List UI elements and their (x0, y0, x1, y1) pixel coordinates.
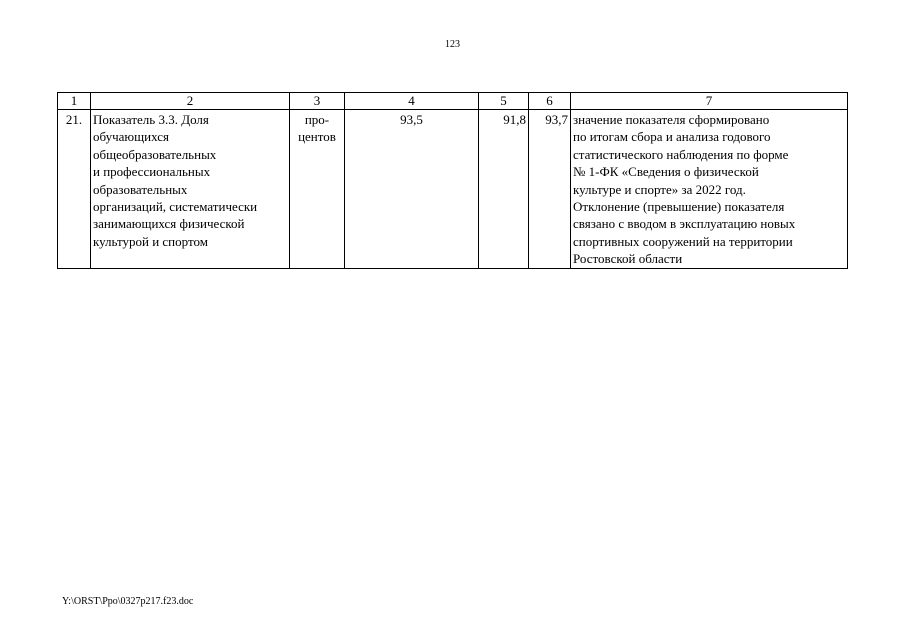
file-path-footer: Y:\ORST\Ppo\0327p217.f23.doc (62, 596, 194, 607)
value-col-5-cell: 91,8 (479, 110, 529, 269)
table-header-row (58, 93, 848, 110)
header-col-6: 6 (529, 93, 571, 110)
header-col-1: 1 (58, 93, 91, 110)
indicator-name-line: культурой и спортом (93, 233, 208, 249)
indicator-name-line: занимающихся физической (93, 216, 245, 232)
comment-line: связано с вводом в эксплуатацию новых (573, 216, 796, 232)
header-col-2: 2 (91, 93, 290, 110)
indicator-table (57, 92, 848, 269)
value-col-4-cell: 93,5 (345, 110, 479, 269)
comment-line: культуре и спорте» за 2022 год. (573, 181, 746, 197)
value-col-6-cell: 93,7 (529, 110, 571, 269)
header-col-4: 4 (345, 93, 479, 110)
header-col-3: 3 (290, 93, 345, 110)
unit-line: центов (298, 129, 336, 145)
indicator-name-line: общеобразовательных (93, 146, 217, 162)
table-row (58, 110, 848, 269)
comment-line: статистического наблюдения по форме (573, 146, 789, 162)
indicator-name-line: Показатель 3.3. Доля (93, 112, 209, 127)
comment-line: значение показателя сформировано (573, 112, 770, 127)
comment-line: № 1-ФК «Сведения о физической (573, 164, 759, 180)
comment-line: Отклонение (превышение) показателя (573, 199, 785, 215)
unit-line: про- (304, 112, 330, 127)
indicator-name-line: обучающихся (93, 129, 169, 145)
comment-line: по итогам сбора и анализа годового (573, 129, 771, 145)
row-number-cell: 21. (58, 110, 91, 269)
indicator-name-cell (91, 110, 290, 269)
comment-cell (571, 110, 848, 269)
indicator-name-line: организаций, систематически (93, 199, 258, 215)
page-number: 123 (445, 39, 460, 50)
unit-cell (290, 110, 345, 269)
indicator-name-line: и профессиональных (93, 164, 211, 180)
comment-line: Ростовской области (573, 251, 683, 267)
header-col-5: 5 (479, 93, 529, 110)
header-col-7: 7 (571, 93, 848, 110)
indicator-name-line: образовательных (93, 181, 188, 197)
comment-line: спортивных сооружений на территории (573, 233, 793, 249)
